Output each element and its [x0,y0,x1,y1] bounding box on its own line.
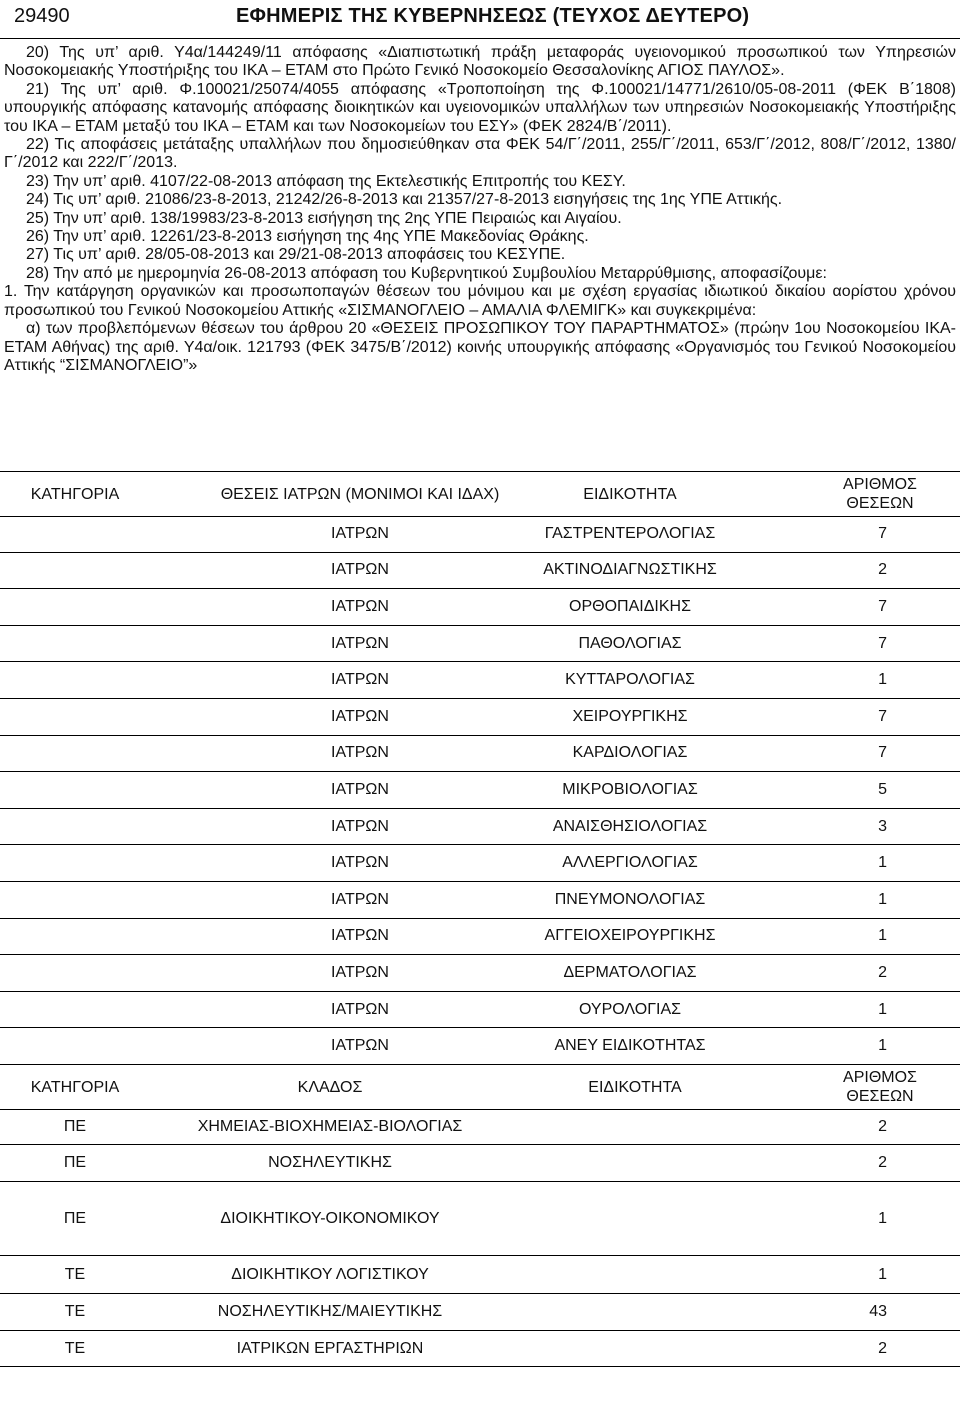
specialty-cell [510,1108,760,1144]
position-cell: ΙΑΤΡΩΝ [331,744,389,762]
position-cell: ΙΑΤΡΩΝ [331,1000,389,1018]
specialty-cell [510,1255,760,1293]
column-header-line: ΑΡΙΘΜΟΣ [843,1069,917,1086]
specialty-cell: ΠΝΕΥΜΟΝΟΛΟΓΙΑΣ [554,890,706,908]
table-row [0,1108,960,1145]
position-cell: ΙΑΤΡΩΝ [331,561,389,579]
count-cell: 2 [878,963,887,981]
paragraph: 21) Της υπ’ αριθ. Φ.100021/25074/4055 απόφασης «Τροποποίηση της Φ.100021/14771/2610/05-08-2011 (ΦΕΚ Β΄1808) υπουργικής απόφασης κατανομής απόφασης διοικητικών και υγειονομικών υπαλλήλων των υπηρεσιών Νοσοκομειακής Υποστήριξης του ΙΚΑ – ΕΤΑΜ μεταξύ του ΙΚΑ – ΕΤΑΜ και των Νοσοκομείων του ΕΣΥ» (ΦΕΚ 2824/Β΄/2011). [4,80,956,135]
position-cell: ΙΑΤΡΩΝ [331,707,389,725]
table-row [0,588,960,626]
count-cell: 1 [878,1209,887,1227]
specialty-cell: ΟΡΘΟΠΑΙΔΙΚΗΣ [569,597,691,615]
category-cell [0,625,150,662]
category-cell: ΤΕ [64,1303,86,1320]
column-header: ΚΛΑΔΟΣ [297,1078,363,1096]
category-cell [0,1027,150,1064]
paragraph: 1. Την κατάργηση οργανικών και προσωποπαγών θέσεων του μόνιμου και με σχέση εργασίας ιδιωτικού δικαίου αορίστου χρόνου προσωπικού του Γενικού Νοσοκομείου Αττικής «ΣΙΣΜΑΝΟΓΛΕΙΟ – ΑΜΑΛΙΑ ΦΛΕΜΙΓΚ» και συγκεκριμένα: [4,283,956,319]
count-cell: 7 [878,634,887,652]
count-cell: 1 [878,1000,887,1018]
table-row [0,881,960,919]
table-row [0,991,960,1029]
table-row [0,844,960,882]
column-header [800,1065,960,1109]
table1-header-row [0,471,960,517]
count-cell: 43 [869,1303,887,1320]
category-cell: ΤΕ [64,1265,86,1283]
specialty-cell: ΑΓΓΕΙΟΧΕΙΡΟΥΡΓΙΚΗΣ [544,927,716,945]
specialty-cell: ΧΕΙΡΟΥΡΓΙΚΗΣ [572,707,688,725]
paragraph: 28) Την από με ημερομηνία 26-08-2013 απόφαση του Κυβερνητικού Συμβουλίου Μεταρρύθμισης, αποφασίζουμε: [26,264,827,282]
body-text [4,44,956,375]
category-cell [0,552,150,589]
specialty-cell: ΚΥΤΤΑΡΟΛΟΓΙΑΣ [565,671,695,689]
column-header-line: ΑΡΙΘΜΟΣ [843,476,917,493]
category-cell [0,918,150,955]
paragraph: 27) Τις υπ’ αριθ. 28/05-08-2013 και 29/21-08-2013 αποφάσεις του ΚΕΣΥΠΕ. [26,246,566,264]
paragraph: 20) Της υπ’ αριθ. Υ4α/144249/11 απόφασης «Διαπιστωτική πράξη μεταφοράς υγειονομικού προσωπικού των Υπηρεσιών Νοσοκομειακής Υποστήριξης του ΙΚΑ – ΕΤΑΜ στο Πρώτο Γενικό Νοσοκομείο Θεσσαλονίκης ΑΓΙΟΣ ΠΑΥΛΟΣ». [4,44,956,80]
position-cell: ΙΑΤΡΩΝ [331,597,389,615]
table-row [0,698,960,736]
page-header [0,0,960,39]
position-cell: ΙΑΤΡΩΝ [331,890,389,908]
count-cell: 2 [878,1154,887,1171]
table-row [0,808,960,846]
table-row [0,1330,960,1367]
category-cell [0,844,150,881]
position-cell: ΙΑΤΡΩΝ [331,524,389,542]
count-cell: 1 [878,927,887,945]
paragraph: 23) Την υπ’ αριθ. 4107/22-08-2013 απόφαση της Εκτελεστικής Επιτροπής του ΚΕΣΥ. [26,172,626,190]
branch-cell: ΙΑΤΡΙΚΩΝ ΕΡΓΑΣΤΗΡΙΩΝ [236,1339,424,1357]
category-cell: ΠΕ [63,1154,87,1171]
specialty-cell: ΔΕΡΜΑΤΟΛΟΓΙΑΣ [563,963,697,981]
position-cell: ΙΑΤΡΩΝ [331,671,389,689]
position-cell: ΙΑΤΡΩΝ [331,1037,389,1055]
column-header-line: ΘΕΣΕΩΝ [846,1088,914,1105]
column-header [800,472,960,516]
category-cell [0,588,150,625]
count-cell: 5 [878,780,887,798]
branch-cell: ΧΗΜΕΙΑΣ-ΒΙΟΧΗΜΕΙΑΣ-ΒΙΟΛΟΓΙΑΣ [197,1117,463,1135]
count-cell: 1 [878,890,887,908]
position-cell: ΙΑΤΡΩΝ [331,817,389,835]
specialty-cell [510,1144,760,1181]
table-row [0,552,960,590]
page-number: 29490 [14,5,70,27]
category-cell [0,991,150,1028]
specialty-cell: ΠΑΘΟΛΟΓΙΑΣ [578,634,682,652]
specialty-cell: ΑΝΕΥ ΕΙΔΙΚΟΤΗΤΑΣ [554,1037,706,1055]
specialty-cell: ΓΑΣΤΡΕΝΤΕΡΟΛΟΓΙΑΣ [544,524,716,542]
specialty-cell: ΚΑΡΔΙΟΛΟΓΙΑΣ [572,744,688,762]
table-row [0,1027,960,1065]
specialty-cell: ΑΚΤΙΝΟΔΙΑΓΝΩΣΤΙΚΗΣ [543,561,717,579]
count-cell: 7 [878,524,887,542]
column-header: ΚΑΤΗΓΟΡΙΑ [30,485,120,503]
column-header-line: ΘΕΣΕΩΝ [846,495,914,512]
paragraph: α) των προβλεπόμενων θέσεων του άρθρου 20 «ΘΕΣΕΙΣ ΠΡΟΣΩΠΙΚΟΥ ΤΟΥ ΠΑΡΑΡΤΗΜΑΤΟΣ» (πρώην 1ου Νοσοκομείου ΙΚΑ- ΕΤΑΜ Αθήνας) της αριθ. Υ4α/οικ. 121793 (ΦΕΚ 3475/Β΄/2012) κοινής υπουργικής απόφασης «Οργανισμός του Γενικού Νοσοκομείου Αττικής “ΣΙΣΜΑΝΟΓΛΕΙΟ”» [4,320,956,374]
table-row [0,1293,960,1331]
specialty-cell [510,1293,760,1330]
table-row [0,515,960,553]
position-cell: ΙΑΤΡΩΝ [331,780,389,798]
paragraph: 25) Την υπ’ αριθ. 138/19983/23-8-2013 εισήγηση της 2ης ΥΠΕ Πειραιώς και Αιγαίου. [26,209,622,227]
count-cell: 1 [878,1037,887,1055]
running-title: ΕΦΗΜΕΡΙΣ ΤΗΣ ΚΥΒΕΡΝΗΣΕΩΣ (ΤΕΥΧΟΣ ΔΕΥΤΕΡΟ) [236,5,750,27]
category-cell [0,954,150,991]
category-cell: ΤΕ [64,1339,86,1357]
position-cell: ΙΑΤΡΩΝ [331,634,389,652]
count-cell: 2 [878,1339,887,1357]
branch-cell: ΝΟΣΗΛΕΥΤΙΚΗΣ/ΜΑΙΕΥΤΙΚΗΣ [217,1303,443,1320]
count-cell: 2 [878,561,887,579]
count-cell: 7 [878,597,887,615]
specialty-cell [510,1181,760,1255]
branch-cell: ΔΙΟΙΚΗΤΙΚΟΥ ΛΟΓΙΣΤΙΚΟΥ [231,1265,429,1283]
category-cell [0,698,150,735]
table-row [0,1181,960,1256]
table-row [0,918,960,956]
position-cell: ΙΑΤΡΩΝ [331,963,389,981]
table-row [0,625,960,663]
table-row [0,735,960,773]
count-cell: 2 [878,1117,887,1135]
table2-header-row [0,1064,960,1110]
table-row [0,954,960,992]
specialty-cell: ΜΙΚΡΟΒΙΟΛΟΓΙΑΣ [562,780,698,798]
count-cell: 7 [878,744,887,762]
column-header: ΚΑΤΗΓΟΡΙΑ [30,1078,120,1096]
specialty-cell: ΟΥΡΟΛΟΓΙΑΣ [578,1000,682,1018]
count-cell: 7 [878,707,887,725]
category-cell [0,515,150,552]
category-cell: ΠΕ [63,1209,87,1227]
specialty-cell: ΑΝΑΙΣΘΗΣΙΟΛΟΓΙΑΣ [552,817,708,835]
specialty-cell [510,1330,760,1366]
paragraph: 22) Τις αποφάσεις μετάταξης υπαλλήλων που δημοσιεύθηκαν στα ΦΕΚ 54/Γ΄/2011, 255/Γ΄/2011, 653/Γ΄/2012, 808/Γ΄/2012, 1380/Γ΄/2012 και 222/Γ΄/2013. [4,136,956,172]
branch-cell: ΝΟΣΗΛΕΥΤΙΚΗΣ [268,1154,392,1171]
category-cell [0,771,150,808]
position-cell: ΙΑΤΡΩΝ [331,854,389,872]
category-cell [0,735,150,772]
category-cell [0,881,150,918]
column-header: ΕΙΔΙΚΟΤΗΤΑ [588,1078,682,1096]
category-cell: ΠΕ [63,1117,87,1135]
table-row [0,661,960,699]
column-header: ΘΕΣΕΙΣ ΙΑΤΡΩΝ (ΜΟΝΙΜΟΙ ΚΑΙ ΙΔΑΧ) [220,485,500,503]
count-cell: 1 [878,1265,887,1283]
column-header: ΕΙΔΙΚΟΤΗΤΑ [583,485,677,503]
paragraph: 26) Την υπ’ αριθ. 12261/23-8-2013 εισήγηση της 4ης ΥΠΕ Μακεδονίας Θράκης. [26,228,589,246]
category-cell [0,808,150,845]
specialty-cell: ΑΛΛΕΡΓΙΟΛΟΓΙΑΣ [562,854,698,872]
paragraph: 24) Τις υπ’ αριθ. 21086/23-8-2013, 21242/26-8-2013 και 21357/27-8-2013 εισηγήσεις της 1ης ΥΠΕ Αττικής. [26,191,783,209]
table-row [0,1144,960,1182]
table-row [0,771,960,809]
count-cell: 1 [878,854,887,872]
position-cell: ΙΑΤΡΩΝ [331,927,389,945]
table-row [0,1255,960,1294]
branch-cell: ΔΙΟΙΚΗΤΙΚΟΥ-ΟΙΚΟΝΟΜΙΚΟΥ [220,1209,440,1227]
category-cell [0,661,150,698]
count-cell: 1 [878,671,887,689]
count-cell: 3 [878,817,887,835]
